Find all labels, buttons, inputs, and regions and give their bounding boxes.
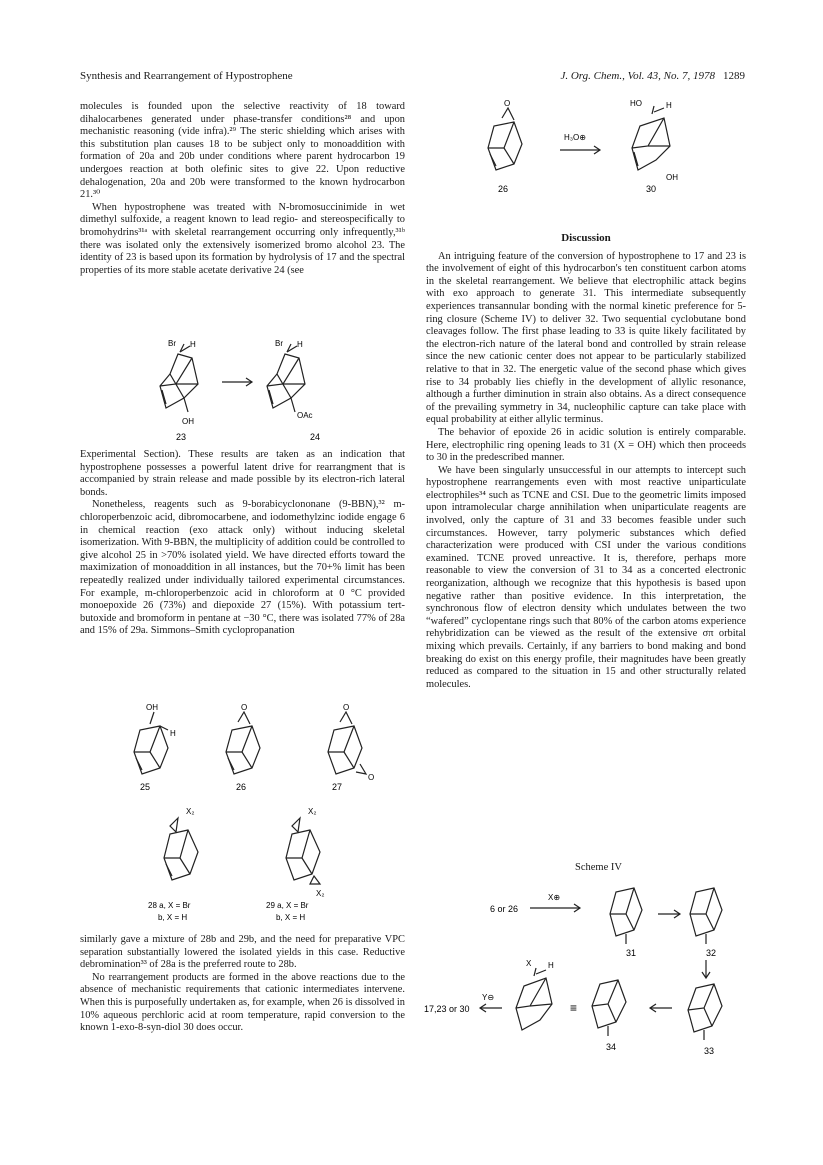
right-column [426,228,746,691]
journal-citation: J. Org. Chem., Vol. 43, No. 7, 1978 [560,70,715,82]
compound-28a-label: 28 a, X = Br [148,901,191,910]
paragraph: The behavior of epoxide 26 in acidic solution is entirely comparable. Here, electrophilic ring opening leads to 31 (X = OH) which then proceeds to 30 in the predescribed manner. [426,426,746,464]
h-label: H [170,729,176,738]
br-label: Br [168,339,176,348]
compound-27-label: 27 [332,782,343,792]
compound-29a-label: 29 a, X = Br [266,901,309,910]
oh-label: OH [182,417,194,426]
paragraph: An intriguing feature of the conversion of hypostrophene to 17 and 23 is the involvement of eight of this hydrocarbon's ten constituent carbon atoms in the skeletal rearrangement. We believe that electrophilic attack begins with exo approach to generate 31. This intermediate subsequently experiences transannular bonding with the normal kinetic preference for 5-ring closure (Scheme IV) to deliver 32. Two sequential cyclobutane bond cleavages follow. The first phase leading to 33 is quite likely facilitated by the electron-rich nature of the lateral bond and controlled by strain release since the new cationic center does not appear to be particularly stabilized relative to that in 32. The energetic value of the second phase which gives rise to 34 probably lies chiefly in the development of allylic resonance, although a further diminution in strain also obtains. As a direct consequence of the prevailing symmetry in 34, nucleophilic capture can take place with equal probability at either allylic terminus. [426,250,746,426]
running-header-journal [560,70,745,82]
x-label: X [526,959,532,968]
compound-32-label: 32 [706,948,717,958]
h-label: H [666,101,672,110]
scheme-products: 17,23 or 30 [424,1004,470,1014]
electrophile-label: X⊕ [548,893,561,902]
br-label: Br [275,339,283,348]
section-heading: Discussion [561,232,611,244]
compound-33-label: 33 [704,1046,715,1056]
running-header-title: Synthesis and Rearrangement of Hypostrophene [80,70,293,82]
compound-26-label: 26 [498,184,509,194]
o-label: O [343,703,350,712]
compound-34-label: 34 [606,1042,617,1052]
paragraph: We have been singularly unsuccessful in our attempts to intercept such hypostrophene rearrangements even with most reactive uniparticulate electrophiles³⁴ such as TCNE and CSI. Due to the geometric limits imposed upon intramolecular charge annihilation when uniparticulate reagents are involved, only the capture of 31 and 33 becomes feasible under such circumstances. However, tarry polymeric substances which defied characterization were produced with CSI under the various conditions examined. TCNE proved unreactive. It is, therefore, perhaps more reasonable to view the conversion of 31 to 34 as a concerted electronic reorganization, although we recognize that this hypothesis is based upon negative rather than positive evidence. In this interpretation, the synchronous flow of electron density which undulates between the two “wafered” cyclopentane rings such that 80% of the carbon atoms experience rehybridization can be viewed as the result of the extensive σπ orbital mixing which prevails. Certainly, if any barriers to bond making and bond breaking do exist on this energy profile, their magnitudes have been greatly reduced as compared to the situation in 15 and other structurally related molecules. [426,464,746,690]
paragraph: No rearrangement products are formed in the above reactions due to the absence of mechanistic requirements that cationic intermediates intervene. When this is purposefully undertaken as, for example, when 26 is dissolved in 10% aqueous perchloric acid at room temperature, rapid conversion to the known 1-exo-8-syn-diol 30 does occur. [80,971,405,1034]
compound-26-label: 26 [236,782,247,792]
left-column-top [80,101,405,277]
h-label: H [190,340,196,349]
h-label: H [548,961,554,970]
o-label: O [241,703,248,712]
paragraph: Experimental Section). These results are taken as an indication that hypostrophene possesses a powerful latent drive for rearrangment that is accompanied by strain release and made possible by its electron-rich lateral bonds. [80,449,405,498]
o-label: O [504,99,511,108]
scheme-title: Scheme IV [575,862,622,873]
paragraph: When hypostrophene was treated with N-bromosuccinimide in wet dimethyl sulfoxide, a reagent known to lead regio- and stereospecifically to bromohydrins³¹ᵃ with skeletal rearrangement occurring only infrequently,³¹ᵇ there was isolated only the extensively isomerized bromo alcohol 23. The identity of 23 is based upon its formation by hydrolysis of 17 and the spectral properties of its more stable acetate derivative 24 (see [80,201,405,276]
oh-label: OH [146,703,158,712]
paragraph: similarly gave a mixture of 28b and 29b, and the need for preparative VPC separation substantially lowered the isolated yields in this case. Reductive debromination³³ of 28a is the preferred route to 28b. [80,934,405,971]
compound-25-label: 25 [140,782,151,792]
compound-29b-label: b, X = H [276,913,306,922]
paragraph: molecules is founded upon the selective reactivity of 18 toward dihalocarbenes generated under phase-transfer conditions²⁸ and upon mechanistic reasoning (vide infra).²⁹ The steric shielding which arises with this substitution plan causes 18 to be subject only to monoaddition with formation of 20a and 20b under conditions where parent hydrocarbon 19 undergoes reaction at both olefinic sites to give 22. Upon reductive dehalogenation, 20a and 20b were transformed to the known hydrocarbon 21.³⁰ [80,101,405,201]
figure-26-30 [470,96,710,206]
nucleophile-label: Y⊖ [482,993,495,1002]
left-column-bottom [80,934,405,1035]
paragraph: Nonetheless, reagents such as 9-borabicyclononane (9-BBN),³² m-chloroperbenzoic acid, dibromocarbene, and iodomethylzinc iodide engage 6 in chemical reaction (exo attack only) without inducing skeletal isomerization. With 9-BBN, the multiplicity of addition could be controlled to give alcohol 25 in >70% isolated yield. We have directed efforts toward the maximization of monoaddition in all instances, but the 70+% limit has been repeatedly realized under individually tailored experimental circumstances. For example, m-chloroperbenzoic acid in chloroform at 0 °C provided monoepoxide 26 (73%) and diepoxide 27 (15%). With potassium tert-butoxide and bromoform in pentane at −30 °C, there was isolated 77% of 28a and 15% of 29a. Simmons–Smith cyclopropanation [80,499,405,637]
compound-30-label: 30 [646,184,657,194]
compound-28b-label: b, X = H [158,913,188,922]
compound-23-label: 23 [176,432,187,442]
o-label: O [368,773,375,782]
oac-label: OAc [297,411,313,420]
compound-24-label: 24 [310,432,321,442]
reagent-label: H₃O⊕ [564,133,586,142]
compound-31-label: 31 [626,948,637,958]
equivalence-sign: ≡ [570,1001,578,1015]
x2-label: X₂ [308,807,317,816]
figure-25-26-27 [120,700,380,800]
figure-23-24 [140,336,370,446]
left-column-middle [80,449,405,638]
page-number: 1289 [723,70,745,82]
oh-label: OH [666,173,678,182]
figure-28-29 [140,796,370,926]
x2-label: X₂ [316,889,325,898]
scheme-iv [420,878,750,1078]
h-label: H [297,340,303,349]
x2-label: X₂ [186,807,195,816]
ho-label: HO [630,99,642,108]
scheme-start: 6 or 26 [490,904,519,914]
